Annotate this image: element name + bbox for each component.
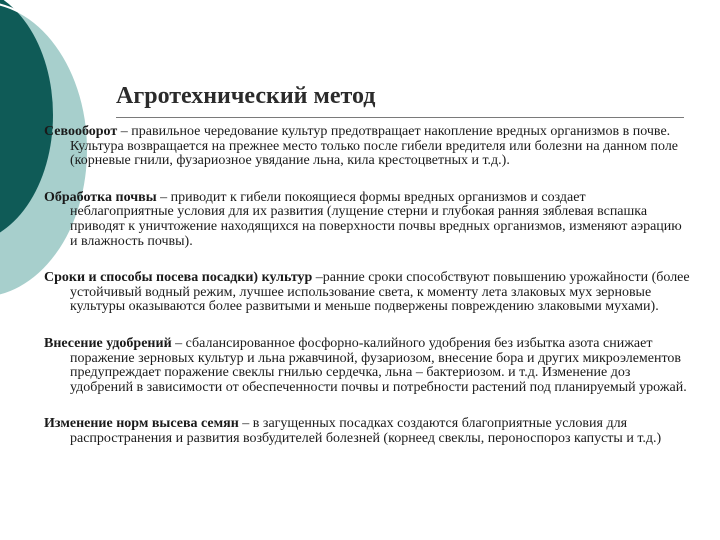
item-term: Внесение удобрений: [44, 335, 172, 351]
item-text: – приводит к гибели покоящиеся формы вредных организмов и создает неблагоприятные условия для их развития (лущение стерни и глубокая ранняя зяблевая вспашка приводят к уничтожение находящихся на поверхности почвы вредных организмов, изменяют аэрацию и влажность почвы).: [70, 189, 682, 249]
list-item: [44, 417, 690, 446]
item-text: –ранние сроки способствуют повышению урожайности (более устойчивый водный режим, лучшее использование света, к моменту лета злаковых мух зерновые культуры оказываются более развитыми и меньше подвержены повреждению злаковыми мухами).: [70, 270, 690, 315]
title-divider: [116, 117, 684, 118]
list-item: [44, 337, 690, 395]
list-item: [44, 191, 690, 249]
slide-body: [44, 125, 690, 447]
item-text: – сбалансированное фосфорно-калийного удобрения без избытка азота снижает поражение зерновых культур и льна ржавчиной, фузариозом, внесение бора и других микроэлементов предупреждает поражение свеклы гнилью сердечка, льна – бактериозом. и т.д. Изменение доз удобрений в зависимости от обеспеченности почвы и потребности растений под планируемый урожай.: [70, 335, 687, 395]
item-term: Севооборот: [44, 124, 118, 139]
item-term: Сроки и способы посева посадки) культур: [44, 270, 313, 286]
slide-title: Агротехнический метод: [116, 83, 376, 109]
item-term: Изменение норм высева семян: [44, 416, 239, 432]
list-item: [44, 271, 690, 315]
item-term: Обработка почвы: [44, 189, 157, 205]
item-text: – правильное чередование культур предотвращает накопление вредных организмов в почве. Культура возвращается на прежнее место только после гибели вредителя или болезни на данном поле (корневые гнили, фузариозное увядание льна, кила крестоцветных и т.д.).: [70, 124, 679, 169]
list-item: [44, 125, 690, 169]
item-text: – в загущенных посадках создаются благоприятные условия для распространения и развития возбудителей болезней (корнеед свеклы, пероноспороз капусты и т.д.): [70, 416, 662, 446]
